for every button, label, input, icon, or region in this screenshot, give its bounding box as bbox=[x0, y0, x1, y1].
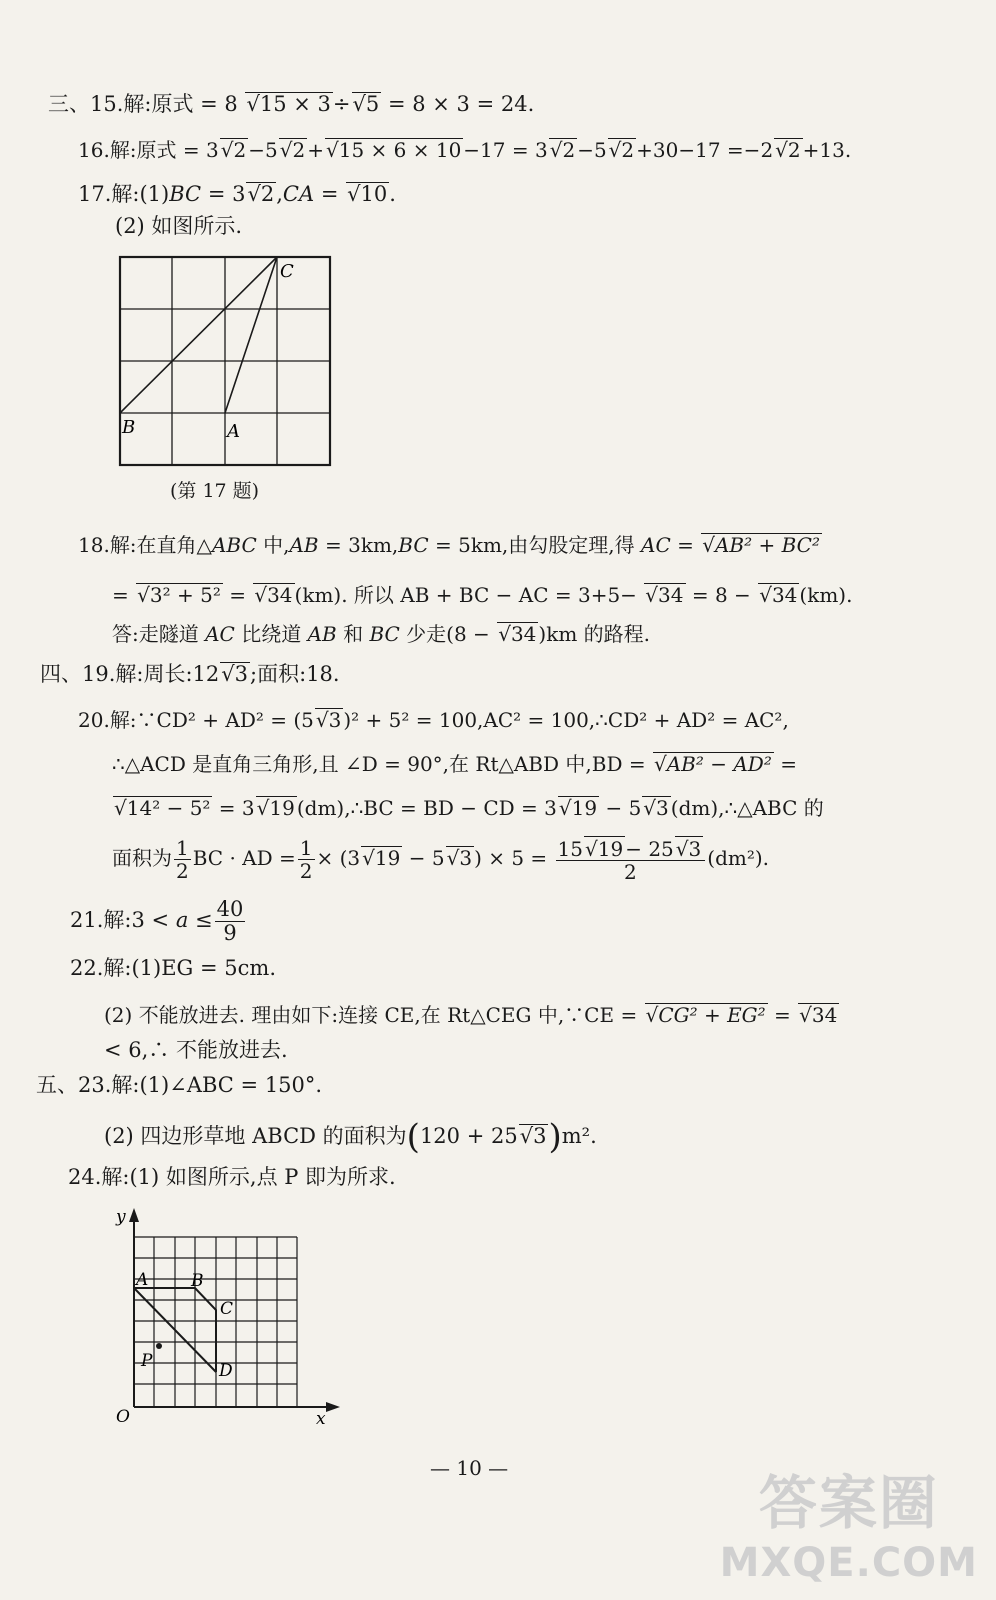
q21-label: 21. bbox=[70, 908, 104, 933]
q24-line: 24.解:(1) 如图所示,点 P 即为所求. bbox=[68, 1165, 396, 1189]
q22-label: 22. bbox=[70, 956, 104, 980]
q20-line-2: ∴△ACD 是直角三角形,且 ∠D = 90°,在 Rt△ABD 中,BD = √ AB² − AD² = bbox=[112, 752, 797, 774]
q23-label: 五、23. bbox=[36, 1073, 112, 1097]
q18-line-2: = √ 3² + 5² = √ 34 (km). 所以 AB + BC − AC = 3+5− √ 34 = 8 − √ 34 (km). bbox=[112, 583, 852, 605]
q21-line: 21.解:3 < a ≤ $\frac{40}{9}$ bbox=[70, 897, 244, 946]
figure-24 bbox=[108, 1200, 343, 1430]
q19-label: 四、19. bbox=[40, 662, 116, 686]
q17-line: 17.解:(1)BC = 3√ 2,CA = √ 10. bbox=[78, 182, 396, 205]
label-B: B bbox=[191, 1271, 204, 1291]
label-D: D bbox=[219, 1361, 233, 1381]
q22-line-1: 22.解:(1)EG = 5cm. bbox=[70, 956, 276, 980]
axis-label-x: x bbox=[316, 1409, 326, 1429]
q15-line: 三、15.解:原式 = 8 √ 15 × 3÷√ 5 = 8 × 3 = 24. bbox=[48, 92, 534, 115]
q17-label: 17. bbox=[78, 182, 112, 206]
label-B: B bbox=[122, 417, 136, 438]
watermark-logo: 答案圈 MXQE.COM bbox=[719, 1469, 978, 1586]
q23-line-1: 五、23.解:(1)∠ABC = 150°. bbox=[36, 1073, 323, 1097]
q19-line: 四、19.解:周长:12√ 3;面积:18. bbox=[40, 662, 340, 685]
figure-17-caption: (第 17 题) bbox=[170, 480, 260, 502]
q22-line-3: < 6,∴ 不能放进去. bbox=[104, 1038, 288, 1062]
q20-line-1: 20.解:∵CD² + AD² = (5√ 3 )² + 5² = 100,AC² = 100,∴CD² + AD² = AC², bbox=[78, 708, 789, 730]
label-C: C bbox=[220, 1299, 234, 1319]
label-P: P bbox=[141, 1351, 153, 1371]
q22-line-2: (2) 不能放进去. 理由如下:连接 CE,在 Rt△CEG 中,∵CE = √ CG² + EG² = √ 34 bbox=[104, 1003, 839, 1025]
q23-line-2: (2) 四边形草地 ABCD 的面积为(120 + 25√ 3)m². bbox=[104, 1120, 597, 1154]
label-A: A bbox=[136, 1270, 149, 1290]
q20-label: 20. bbox=[78, 708, 110, 732]
q18-line-3: 答:走隧道 AC 比绕道 AB 和 BC 少走(8 − √ 34 )km 的路程. bbox=[112, 622, 650, 644]
label-A: A bbox=[227, 421, 240, 442]
axis-label-y: y bbox=[116, 1207, 126, 1227]
q18-label: 18. bbox=[78, 533, 110, 557]
q16-label: 16. bbox=[78, 138, 110, 162]
label-C: C bbox=[280, 261, 294, 282]
q18-line-1: 18.解:在直角△ABC 中,AB = 3km,BC = 5km,由勾股定理,得 AC = √ AB² + BC² bbox=[78, 533, 822, 555]
page-number: — 10 — bbox=[430, 1456, 509, 1480]
q20-line-4: 面积为 $\frac{1}{2}$ BC · AD = $\frac{1}{2}$ × (3√ 19 − 5√ 3 ) × 5 = $\frac{15√ 19 - 25√ 3}{2}$ (dm²). bbox=[112, 836, 769, 883]
q20-line-3: √ 14² − 5² = 3√ 19 (dm),∴BC = BD − CD = 3√ 19 − 5√ 3 (dm),∴△ABC 的 bbox=[112, 796, 824, 818]
label-O: O bbox=[116, 1407, 130, 1427]
q15-label: 三、15. bbox=[48, 92, 124, 116]
q24-label: 24. bbox=[68, 1165, 102, 1189]
q16-line: 16.解:原式 = 3√ 2 −5√ 2 +√ 15 × 6 × 10 −17 = 3√ 2 −5√ 2 +30−17 =−2√ 2 +13. bbox=[78, 138, 851, 160]
figure-17 bbox=[110, 250, 340, 475]
q17-part2: (2) 如图所示. bbox=[115, 214, 243, 238]
